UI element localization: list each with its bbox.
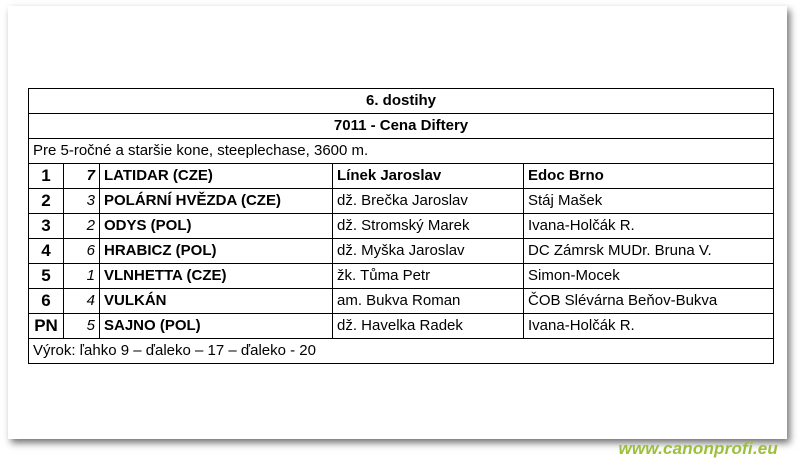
result-row xyxy=(29,164,774,189)
place-cell: 2 xyxy=(29,189,64,214)
race-results-table xyxy=(28,88,774,364)
verdict-row xyxy=(29,339,774,364)
owner-cell: ČOB Slévárna Beňov-Bukva xyxy=(524,289,774,314)
place-cell: 1 xyxy=(29,164,64,189)
watermark: www.canonprofi.eu xyxy=(618,439,778,458)
horse-name-cell: POLÁRNÍ HVĚZDA (CZE) xyxy=(100,189,333,214)
rider-cell: žk. Tůma Petr xyxy=(333,264,524,289)
race-title: 6. dostihy xyxy=(29,89,774,114)
horse-name-cell: SAJNO (POL) xyxy=(100,314,333,339)
horse-name-cell: LATIDAR (CZE) xyxy=(100,164,333,189)
place-cell: 6 xyxy=(29,289,64,314)
horse-name-cell: VULKÁN xyxy=(100,289,333,314)
result-row xyxy=(29,239,774,264)
owner-cell: Ivana-Holčák R. xyxy=(524,214,774,239)
start-number-cell: 6 xyxy=(64,239,100,264)
start-number-cell: 1 xyxy=(64,264,100,289)
race-title-row xyxy=(29,89,774,114)
start-number-cell: 2 xyxy=(64,214,100,239)
race-subtitle-row xyxy=(29,114,774,139)
owner-cell: Stáj Mašek xyxy=(524,189,774,214)
result-row xyxy=(29,189,774,214)
race-conditions: Pre 5-ročné a staršie kone, steeplechase, 3600 m. xyxy=(29,139,774,164)
result-row xyxy=(29,289,774,314)
rider-cell: dž. Havelka Radek xyxy=(333,314,524,339)
owner-cell: Edoc Brno xyxy=(524,164,774,189)
horse-name-cell: ODYS (POL) xyxy=(100,214,333,239)
owner-cell: Simon-Mocek xyxy=(524,264,774,289)
start-number-cell: 7 xyxy=(64,164,100,189)
race-verdict: Výrok: ľahko 9 – ďaleko – 17 – ďaleko - 20 xyxy=(29,339,774,364)
place-cell: 4 xyxy=(29,239,64,264)
owner-cell: DC Zámrsk MUDr. Bruna V. xyxy=(524,239,774,264)
owner-cell: Ivana-Holčák R. xyxy=(524,314,774,339)
start-number-cell: 5 xyxy=(64,314,100,339)
result-row xyxy=(29,264,774,289)
rider-cell: am. Bukva Roman xyxy=(333,289,524,314)
horse-name-cell: VLNHETTA (CZE) xyxy=(100,264,333,289)
rider-cell: dž. Myška Jaroslav xyxy=(333,239,524,264)
race-conditions-row xyxy=(29,139,774,164)
rider-cell: dž. Stromský Marek xyxy=(333,214,524,239)
race-subtitle: 7011 - Cena Diftery xyxy=(29,114,774,139)
result-row xyxy=(29,314,774,339)
place-cell: 3 xyxy=(29,214,64,239)
rider-cell: dž. Brečka Jaroslav xyxy=(333,189,524,214)
start-number-cell: 3 xyxy=(64,189,100,214)
result-row xyxy=(29,214,774,239)
rider-cell: Línek Jaroslav xyxy=(333,164,524,189)
place-cell: 5 xyxy=(29,264,64,289)
horse-name-cell: HRABICZ (POL) xyxy=(100,239,333,264)
place-cell: PN xyxy=(29,314,64,339)
start-number-cell: 4 xyxy=(64,289,100,314)
